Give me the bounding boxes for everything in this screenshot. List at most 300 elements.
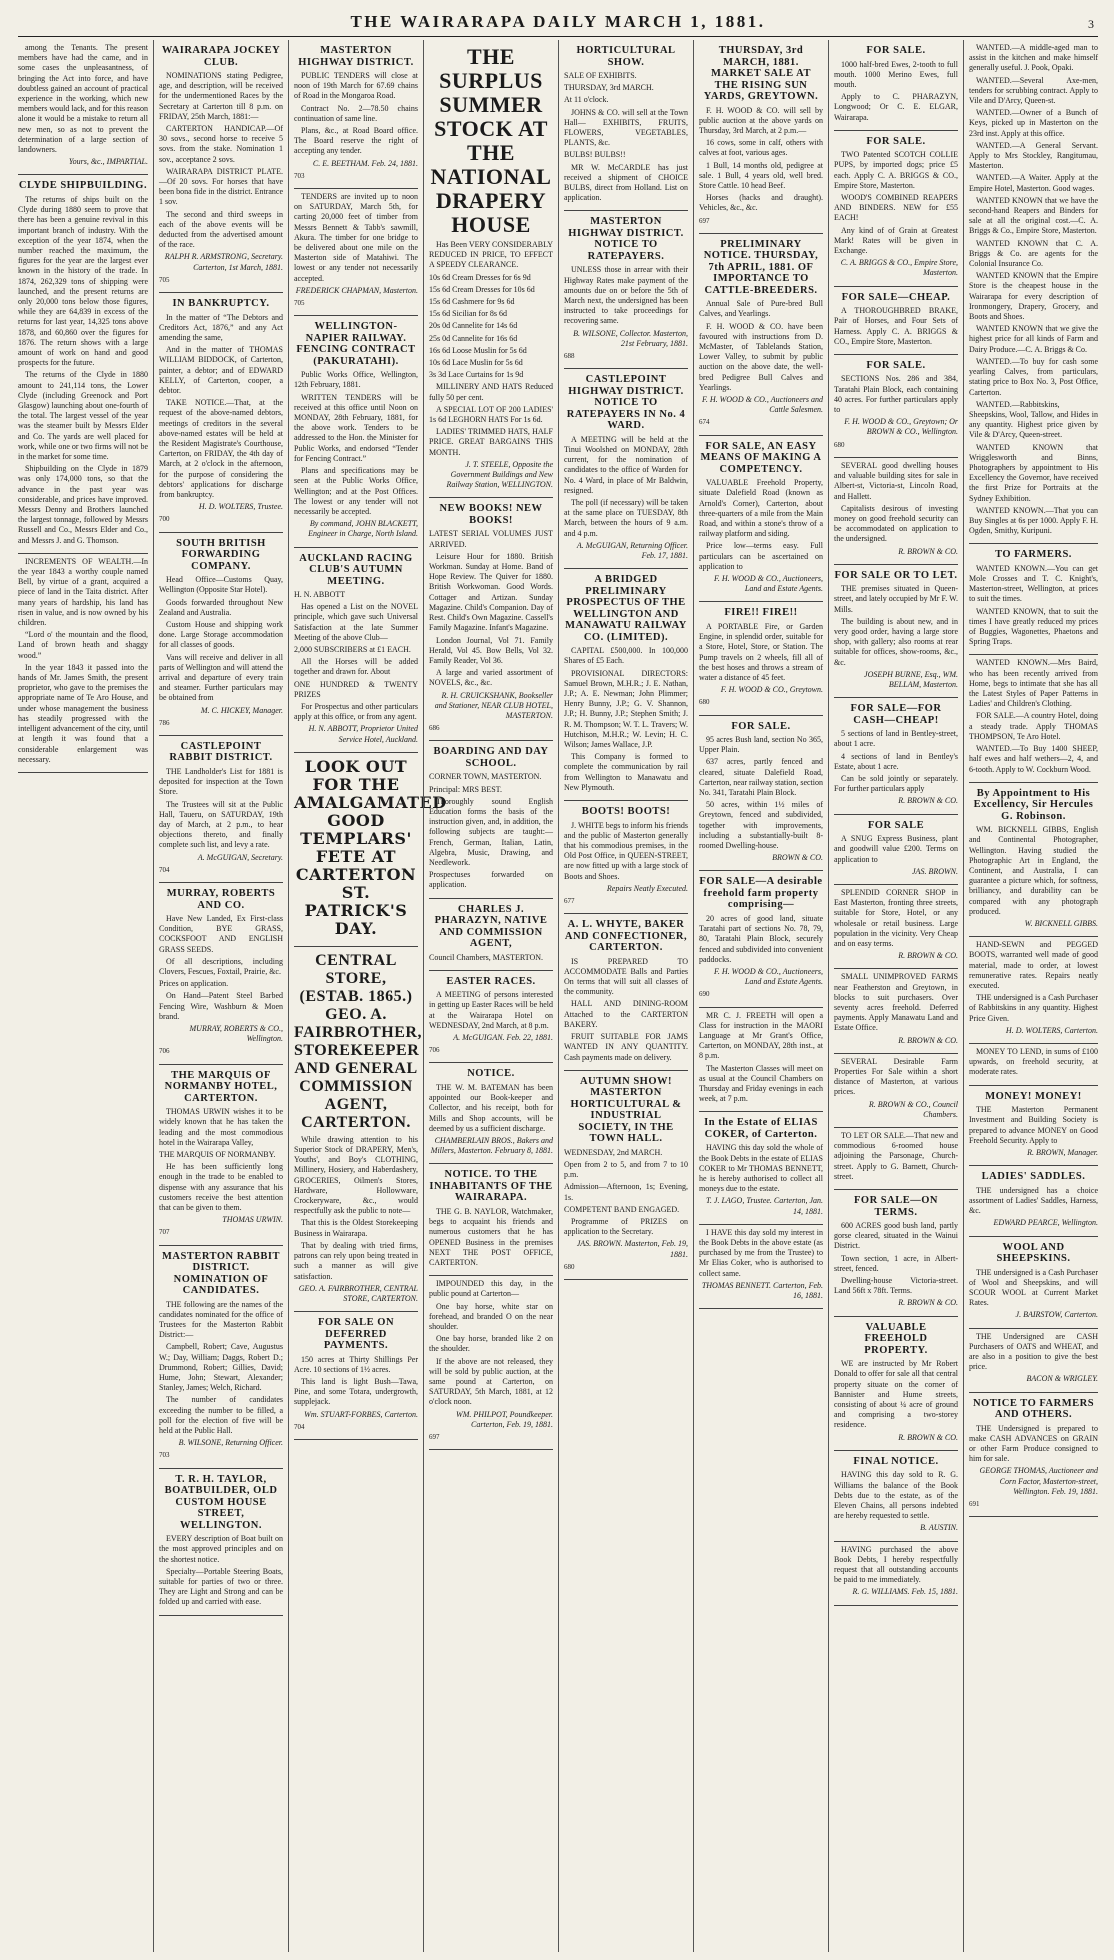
ad-heading: FOR SALE. xyxy=(866,359,926,371)
ad-text: Open from 2 to 5, and from 7 to 10 p.m. xyxy=(564,1159,688,1180)
ad-text: One bay horse, branded like 2 on the shoulder. xyxy=(429,1334,553,1354)
ad-heading: A BRIDGED PRELIMINARY PROSPECTUS OF THE WELLINGTON AND MANAWATU RAILWAY CO. (LIMITED). xyxy=(565,574,687,643)
ad-signature: R. BROWN & CO. xyxy=(898,796,958,806)
ad-text: 3s 3d Lace Curtains for 1s 9d xyxy=(429,370,524,380)
advertisement xyxy=(834,1128,958,1190)
ad-text: 2,000 SUBSCRIBERS at £1 EACH. xyxy=(294,645,411,655)
ad-text: F. H. WOOD & CO. have been favoured with instructions from D. McMaster, of Tablelands Station, Lower Valley, to submit by public auction on the above date, the well-bred Pedigree Bull Calves and Yearlings. xyxy=(699,321,823,392)
ad-text: THE undersigned is a Cash Purchaser of Rabbitskins in any quantity. Highest Price Given. xyxy=(969,993,1098,1023)
advertisement xyxy=(834,969,958,1053)
ad-text: H. N. ABBOTT xyxy=(294,590,346,600)
ad-heading: FOR SALE. xyxy=(866,45,926,56)
ad-text: A MEETING of persons interested in getting up Easter Races will be held at the Wairarapa Hotel on WEDNESDAY, 2nd March, at 8 p.m. xyxy=(429,990,553,1030)
ad-text: TO LET OR SALE.—That new and commodious 6-roomed house adjoining the Parsonage, Church-street. Apply to G. Barnett, Church-street. xyxy=(834,1131,958,1181)
ad-text: TAKE NOTICE.—That, at the request of the above-named debtors, meetings of creditors in the several above-named estates will be held at the Resident Magistrate's Courthouse, Carterton, on FRIDAY, the 4th day of March, at 2 o'clock in the afternoon, for the purpose of considering the debtors' applications for discharge from bankruptcy. xyxy=(159,398,283,500)
ad-number: 697 xyxy=(699,216,710,225)
column-2 xyxy=(153,40,288,1952)
ad-heading: LOOK OUT FOR THE AMALGAMATED GOOD TEMPLARS' FETE AT CARTERTON ST. PATRICK'S DAY. xyxy=(294,756,447,938)
advertisement xyxy=(429,899,553,971)
ad-text: ONE HUNDRED & TWENTY PRIZES xyxy=(294,679,418,699)
ad-number: 703 xyxy=(294,171,305,180)
ad-text: SALE OF EXHIBITS. xyxy=(564,71,637,80)
ad-text: 20s 0d Cannelite for 14s 6d xyxy=(429,321,518,331)
ad-text: NOMINATIONS stating Pedigree, age, and description, will be received for the undermentioned Races by the Secretary at Carterton till 8 p.m. on FRIDAY, 25th March, 1881:— xyxy=(159,71,283,121)
ad-heading: FOR SALE xyxy=(867,819,925,831)
ad-number: 704 xyxy=(294,1422,305,1431)
ad-signature: T. J. LAGO, Trustee. Carterton, Jan. 14, 1881. xyxy=(706,1196,823,1216)
ad-text: WANTED.—To buy for cash some yearling Calves, from particulars, stating price to Box No. 3, Post Office, Carterton. xyxy=(969,356,1098,397)
ad-number: 680 xyxy=(699,698,710,707)
advertisement xyxy=(699,602,823,715)
ad-text: WANTED KNOWN that C. A. Briggs & Co. are agents for the Colonial Insurance Co. xyxy=(969,238,1098,269)
ad-text: THOMAS URWIN wishes it to be widely known that he has taken the leading and the most commodious hotel in the Wairarapa Valley, xyxy=(159,1107,283,1147)
ad-heading: In the Estate of ELIAS COKER, of Carterton. xyxy=(704,1117,818,1140)
ad-text: This Company is formed to complete the communication by rail from Wellington to Manawatu and New Plymouth. xyxy=(564,752,688,792)
ad-text: And in the matter of THOMAS WILLIAM BIDDOCK, of Carterton, painter, a debtor; and of EDWARD KELLY, of Carterton, cooper, a debtor. xyxy=(159,345,283,395)
ad-text: Any kind of of Grain at Greatest Mark! Rates will be given in Exchange. xyxy=(834,225,958,256)
ad-text: SEVERAL Desirable Farm Properties For Sale within a short distance of Masterton, at various prices. xyxy=(834,1056,958,1097)
ad-heading: FOR SALE ON DEFERRED PAYMENTS. xyxy=(317,1317,395,1352)
ad-text: WANTED KNOWN.—You can get Mole Crosses and T. C. Knight's, Masterton-street, Wellington, at prices to suit the times. xyxy=(969,563,1098,604)
ad-text: UNLESS those in arrear with their Highway Rates make payment of the amounts due on or before the 5th of March next, the undersigned has been instructed to take proceedings for recovering same. xyxy=(564,265,688,326)
ad-text: A SPECIAL LOT OF 200 LADIES' 1s 6d LEGHORN HATS For 1s 6d. xyxy=(429,404,553,425)
advertisement xyxy=(294,548,418,753)
ad-text: WANTED KNOWN, that to suit the times I have greatly reduced my prices of Buggies, Wagonettes, Phaetons and Spring Traps. xyxy=(969,606,1098,647)
ad-text: WANTED.—Several Axe-men, tenders for scrubbing contract. Apply to Vile and D'Arcy, Queen-st. xyxy=(969,75,1098,106)
ad-signature: R. BROWN & CO., Council Chambers. xyxy=(868,1099,958,1119)
ad-signature: M. C. HICKEY, Manager. xyxy=(200,705,283,715)
advertisement xyxy=(969,1237,1098,1329)
ad-text: Dwelling-house Victoria-street. Land 56ft x 78ft. Terms. xyxy=(834,1276,958,1296)
ad-text: PUBLIC TENDERS will close at noon of 19th March for 67.69 chains of Road in the Mongaroa Road. xyxy=(294,71,418,101)
advertisement xyxy=(564,914,688,1071)
ad-signature: THOMAS URWIN. xyxy=(222,1215,283,1225)
ad-text: FRUIT SUITABLE FOR JAMS WANTED IN ANY QUANTITY. Cash payments made on delivery. xyxy=(564,1032,688,1062)
ad-text: Custom House and shipping work done. Large Storage accommodation for all classes of goods. xyxy=(159,619,283,650)
ad-signature: F. H. WOOD & CO., Auctioneers, Land and Estate Agents. xyxy=(713,966,823,987)
ad-heading: NOTICE TO FARMERS AND OTHERS. xyxy=(972,1397,1095,1421)
ad-signature: H. D. WOLTERS, Carterton. xyxy=(1005,1025,1098,1035)
ad-text: Leisure Hour for 1880. British Workman. Sunday at Home. Band of Hope Review. The Quiver for 1880. British Workwoman. Good Words. Cottager and Artizan. Sunday Magazine. Child's Companion. Day of Rest. Child's Own Magazine. Cassell's Family Magazine. Infant's Magazine. xyxy=(429,551,553,633)
ad-heading: FOR SALE. xyxy=(866,135,926,147)
ad-number: 706 xyxy=(429,1046,440,1055)
advertisement xyxy=(969,1393,1098,1518)
ad-text: THE Undersigned is prepared to make CASH ADVANCES on GRAIN or other Farm Produce consigned to him for sale. xyxy=(969,1423,1098,1464)
ad-text: 15s 6d Sicilian for 8s 6d xyxy=(429,309,507,319)
advertisement xyxy=(699,871,823,1007)
advertisement xyxy=(969,544,1098,655)
ad-text: Campbell, Robert; Cave, Augustus W.; Day, William; Daggs, Robert D.; Drummond, Robert; Gillies, David; Hume, John; Stewart, Alexander; Stanley, James; Welch, Richard. xyxy=(159,1342,283,1393)
ad-signature: BACON & WRIGLEY. xyxy=(1026,1374,1098,1384)
ad-heading: FOR SALE—A desirable freehold farm property comprising— xyxy=(699,876,823,911)
ad-text: “Lord o' the mountain and the flood, Land of brown heath and shaggy wood.” xyxy=(18,630,148,660)
ad-heading: CLYDE SHIPBUILDING. xyxy=(18,180,148,192)
ad-signature: THOMAS BENNETT. Carterton, Feb. 16, 1881. xyxy=(701,1280,823,1301)
advertisement xyxy=(834,1190,958,1317)
ad-text: FOR SALE.—A country Hotel, doing a steady trade. Apply THOMAS THOMPSON, Te Aro Hotel. xyxy=(969,711,1098,741)
ad-number: 680 xyxy=(564,1262,575,1271)
ad-text: Horses (hacks and draught). Vehicles, &c., &c. xyxy=(699,193,823,213)
ad-text: MR W. McCARDLE has just received a shipment of CHOICE BULBS, direct from Holland. List on application. xyxy=(564,162,688,203)
ad-text: Specialty—Portable Steering Boats, suitable for parties of two or three. They are Light and Strong and can be folded up and carried with ease. xyxy=(159,1566,283,1607)
ad-heading: BOARDING AND DAY SCHOOL. xyxy=(433,746,549,769)
ad-text: LADIES' TRIMMED HATS, HALF PRICE. GREAT BARGAINS THIS MONTH. xyxy=(429,427,553,457)
ad-heading: AUCKLAND RACING CLUB'S AUTUMN MEETING. xyxy=(299,552,413,587)
ad-heading: By Appointment to His Excellency, Sir Hercules G. Robinson. xyxy=(973,787,1094,822)
advertisement xyxy=(429,1164,553,1276)
ad-heading: THE MARQUIS OF NORMANBY HOTEL, CARTERTON. xyxy=(164,1069,278,1104)
ad-heading: NOTICE. TO THE INHABITANTS OF THE WAIRARAPA. xyxy=(429,1169,553,1204)
ad-heading: NOTICE. xyxy=(467,1068,515,1080)
ad-number: 688 xyxy=(564,352,575,361)
ad-heading: MASTERTON HIGHWAY DISTRICT. NOTICE TO RATEPAYERS. xyxy=(568,216,684,262)
ad-signature: JAS. BROWN. Masterton, Feb. 19, 1881. xyxy=(576,1239,688,1259)
advertisement xyxy=(834,1542,958,1606)
ad-signature: C. E. BEETHAM. Feb. 24, 1881. xyxy=(312,158,418,168)
ad-text: A THOROUGHBRED BRAKE, Pair of Horses, and Four Sets of Harness. Apply C. A. BRIGGS & CO., Empire Store, Masterton. xyxy=(834,306,958,346)
ad-heading: THURSDAY, 3rd MARCH, 1881. MARKET SALE AT THE RISING SUN YARDS, GREYTOWN. xyxy=(703,45,819,102)
ad-text: One bay horse, white star on forehead, and branded O on the near shoulder. xyxy=(429,1301,553,1331)
ad-heading: FOR SALE—FOR CASH—CHEAP! xyxy=(850,703,942,726)
advertisement xyxy=(564,40,688,211)
ad-text: Prices on application. xyxy=(159,979,229,989)
ad-text: WRITTEN TENDERS will be received at this office until Noon on MONDAY, 28th February, 1881, for the above work. Tenders to be addressed to the Hon. the Minister for Public Works, and endorsed “Tender for Fencing Contract.” xyxy=(294,392,418,463)
ad-text: THE following are the names of the candidates nominated for the office of Trustees for the Masterton Rabbit District:— xyxy=(159,1299,283,1340)
ad-text: Public Works Office, Wellington, 12th February, 1881. xyxy=(294,370,418,390)
ad-heading: CASTLEPOINT HIGHWAY DISTRICT. NOTICE TO RATEPAYERS IN No. 4 WARD. xyxy=(566,374,686,432)
ad-heading: PRELIMINARY NOTICE. THURSDAY, 7th APRIL, 1881. OF IMPORTANCE TO CATTLE-BREEDERS. xyxy=(703,238,819,296)
ad-text: WANTED.—A middle-aged man to assist in the kitchen and make himself generally useful. J. Pook, Opaki. xyxy=(969,43,1098,73)
ad-text: WE are instructed by Mr Robert Donald to offer for sale all that central property situate on the corner of Bannister and Hume streets, consisting of about ¼ acre of ground and comprising a two-storey residence. xyxy=(834,1359,958,1430)
ad-signature: R. BROWN & CO. xyxy=(898,1298,958,1308)
ad-text: If the above are not released, they will be sold by public auction, at the same pound at Carterton, on SATURDAY, 5th March, 1881, at 12 o'clock noon. xyxy=(429,1356,553,1407)
ad-text: WANTED.—Owner of a Bunch of Keys, picked up in Masterton on the 23rd inst. Apply at this office. xyxy=(969,108,1098,138)
ad-text: 95 acres Bush land, section No 365, Upper Plain. xyxy=(699,735,823,755)
ad-text: PROVISIONAL DIRECTORS: Samuel Brown, M.H.R.; J. E. Nathan, J.P.; A. E. Newman; John Plimmer; Henry Bunny, J.P.; G. V. Shannon, J.P.; H. Bunny, J.P.; Stephen Smith; J. R. M. Thompson; W. T. L. Travers; W. Hutchison, M.H.R.; W. Levin; H. C. Wilson; James Wallace, J.P. xyxy=(564,668,688,750)
ad-text: 150 acres at Thirty Shillings Per Acre. 10 sections of 1½ acres. xyxy=(294,1354,418,1374)
ad-text: WANTED KNOWN.—Mrs Baird, who has been recently arrived from Home, begs to intimate that she has all the Latest Styles of Paper Patterns in Ladies' and Children's Clothing. xyxy=(969,658,1098,709)
ad-text: WANTED.—Rabbitskins, Sheepskins, Wool, Tallow, and Hides in any quantity. Highest price given by Vile & D'Arcy, Queen-street. xyxy=(969,399,1098,440)
ad-signature: J. T. STEELE, Opposite the Government Buildings and New Railway Station, WELLINGTON. xyxy=(446,459,553,490)
ad-text: THE MARQUIS OF NORMANBY. xyxy=(159,1149,276,1159)
advertisement xyxy=(564,801,688,914)
advertisement xyxy=(834,1054,958,1128)
ad-signature: By command, JOHN BLACKETT, Engineer in Charge, North Island. xyxy=(308,519,418,539)
ad-text: WOOD'S COMBINED REAPERS AND BINDERS. NEW for £55 EACH! xyxy=(834,193,958,223)
column-5 xyxy=(558,40,693,1952)
ad-number: 700 xyxy=(159,515,170,524)
ad-heading: MURRAY, ROBERTS AND CO. xyxy=(166,888,276,911)
ad-heading: MASTERTON RABBIT DISTRICT. NOMINATION OF CANDIDATES. xyxy=(161,1250,280,1297)
ad-text: THE premises situated in Queen-street, and lately occupied by Mr F. W. Mills. xyxy=(834,584,958,614)
ad-signature: J. BAIRSTOW, Carterton. xyxy=(1015,1310,1098,1320)
ad-heading: CENTRAL STORE, (ESTAB. 1865.) GEO. A. FAIRBROTHER, STOREKEEPER AND GENERAL COMMISSION AGENT, CARTERTON. xyxy=(294,951,422,1131)
advertisement xyxy=(699,436,823,603)
ad-heading: FINAL NOTICE. xyxy=(853,1455,939,1467)
ad-signature: JAS. BROWN. xyxy=(912,866,958,876)
advertisement xyxy=(429,741,553,898)
ad-heading: T. R. H. TAYLOR, BOATBUILDER, OLD CUSTOM HOUSE STREET, WELLINGTON. xyxy=(164,1473,278,1531)
ad-signature: H. D. WOLTERS, Trustee. xyxy=(198,502,283,512)
ad-signature: BROWN & CO. xyxy=(772,853,823,863)
ad-text: MONEY TO LEND, in sums of £100 upwards, on freehold security, at moderate rates. xyxy=(969,1047,1098,1077)
ad-signature: WM. PHILPOT, Poundkeeper. Carterton, Feb. 19, 1881. xyxy=(456,1409,553,1429)
ad-text: Plans, &c., at Road Board office. The Board reserve the right of accepting any tender. xyxy=(294,126,418,156)
ad-text: THE undersigned has a choice assortment of Ladies' Saddles, Harness, &c. xyxy=(969,1185,1098,1216)
column-1 xyxy=(18,40,153,1952)
advertisement xyxy=(159,1065,283,1246)
ad-text: Principal: MRS BEST. xyxy=(429,784,502,794)
ad-text: HAND-SEWN and PEGGED BOOTS, warranted well made of good material, made to order, at lowest remunerative rates. Repairs neatly executed. xyxy=(969,940,1098,991)
advertisement xyxy=(294,40,418,189)
ad-signature: C. A. BRIGGS & CO., Empire Store, Masterton. xyxy=(840,258,958,278)
ad-number: 705 xyxy=(294,299,305,308)
advertisement xyxy=(699,234,823,436)
ad-text: On Hand—Patent Steel Barbed Fencing Wire, Washburn & Moen brand. xyxy=(159,991,283,1021)
advertisement xyxy=(699,40,823,234)
ad-text: London Journal, Vol 71. Family Herald, Vol 45. Bow Bells, Vol 32. Family Reader, Vol 36. xyxy=(429,635,553,665)
ad-text: The Trustees will sit at the Public Hall, Taueru, on SATURDAY, 19th day of March, at 2 p.m., to hear objections thereto, and finally complete such list, and levy a rate. xyxy=(159,799,283,850)
ad-text: Can be sold jointly or separately. For further particulars apply xyxy=(834,774,958,794)
ad-text: VALUABLE Freehold Property, situate Dalefield Road (known as Arnold's Corner), Carterton, about three-quarters of a mile from the Main Road, and within a stone's throw of a railway platform and siding. xyxy=(699,478,823,539)
advertisement xyxy=(969,655,1098,782)
ad-number: 704 xyxy=(159,865,170,874)
ad-text: COMPETENT BAND ENGAGED. xyxy=(564,1204,680,1214)
ad-number: 680 xyxy=(834,440,845,449)
advertisement xyxy=(969,937,1098,1044)
ad-text: WANTED KNOWN that we give the highest price for all kinds of Farm and Dairy Produce.—C. A. Briggs & Co. xyxy=(969,324,1098,354)
advertisement xyxy=(834,815,958,885)
advertisement xyxy=(834,131,958,287)
ad-text: IMPOUNDED this day, in the public pound at Carterton— xyxy=(429,1279,553,1299)
ad-number: 677 xyxy=(564,896,575,905)
ad-text: While drawing attention to his Superior Stock of DRAPERY, Men's, Youths', and Boy's CLOTHING, Millinery, Hosiery, and Haberdashery, GROCERIES, Oilmen's Stores, Hardware, Hollowware, Crockeryware, &c., would respectfully ask the public to note— xyxy=(294,1134,418,1216)
ad-signature: B. WILSONE, Collector. Masterton, 21st February, 1881. xyxy=(573,328,688,348)
ad-signature: F. H. WOOD & CO., Greytown; Or BROWN & CO., Wellington. xyxy=(844,417,958,437)
ad-signature: R. H. CRUICKSHANK, Bookseller and Stationer, NEAR CLUB HOTEL, MASTERTON. xyxy=(434,690,553,720)
ad-text: 4 sections of land in Bentley's Estate, about 1 acre. xyxy=(834,751,958,771)
ad-number: 690 xyxy=(699,990,710,999)
ad-text: WEDNESDAY, 2nd MARCH. xyxy=(564,1147,663,1157)
advertisement xyxy=(294,753,447,947)
advertisement xyxy=(969,783,1098,938)
ad-text: WAIRARAPA DISTRICT PLATE.—Of 20 sovs. For horses that have been bona fide in the district. Entrance 1 sov. xyxy=(159,166,283,207)
advertisement xyxy=(18,40,148,175)
ad-number: 691 xyxy=(969,1499,980,1508)
ad-text: Have New Landed, Ex First-class Condition, BYE GRASS, COCKSFOOT AND ENGLISH GRASS SEEDS. xyxy=(159,914,283,954)
ad-text: THURSDAY, 3rd MARCH. xyxy=(564,83,654,93)
advertisement xyxy=(969,1329,1098,1393)
advertisement xyxy=(18,175,148,553)
ad-text: J. WHITE begs to inform his friends and the public of Masterton generally that his commodious premises, in the Old Post Office, in QUEEN-STREET, are now fitted up with a large stock of Boots and Shoes. xyxy=(564,820,688,881)
ad-text: WANTED KNOWN that the Empire Store is the cheapest house in the Wairarapa for every description of Ironmongery, Drapery, Grocery, and Boots and Shoes. xyxy=(969,271,1098,322)
advertisement xyxy=(294,316,418,547)
advertisement xyxy=(699,1008,823,1113)
ad-heading: CHARLES J. PHARAZYN, NATIVE AND COMMISSION AGENT, xyxy=(434,903,548,950)
ad-text: Annual Sale of Pure-bred Bull Calves, and Yearlings. xyxy=(699,299,823,319)
advertisement xyxy=(18,554,148,773)
ad-text: A MEETING will be held at the Tinui Woolshed on MONDAY, 28th current, for the nomination of candidates to the office of Warden for No. 4 Ward, in place of Mr Baldwin, resigned. xyxy=(564,434,688,495)
ad-heading: THE SURPLUS SUMMER STOCK AT THE NATIONAL DRAPERY HOUSE xyxy=(430,44,552,237)
ad-signature: A. McGUIGAN, Returning Officer. Feb. 17, 1881. xyxy=(576,540,688,560)
advertisement xyxy=(834,885,958,969)
ad-signature: FREDERICK CHAPMAN, Masterton. xyxy=(295,285,418,295)
ad-heading: IN BANKRUPTCY. xyxy=(172,298,270,310)
ad-text: IS PREPARED TO ACCOMMODATE Balls and Parties On terms that will suit all classes of the community. xyxy=(564,956,688,997)
ad-signature: Yours, &c., IMPARTIAL. xyxy=(68,157,148,167)
ad-text: HAVING this day sold to R. G. Williams the balance of the Book Debts due to the estate, as of the Eleven Chains, all persons indebted are hereby requested to settle. xyxy=(834,1470,958,1521)
advertisement xyxy=(834,355,958,458)
ad-heading: WAIRARAPA JOCKEY CLUB. xyxy=(161,45,281,68)
ad-text: 10s 6d Lace Muslin for 5s 6d xyxy=(429,358,523,368)
advertisement xyxy=(834,458,958,565)
ad-heading: MASTERTON HIGHWAY DISTRICT. xyxy=(298,45,414,68)
ad-heading: FOR SALE—CHEAP. xyxy=(841,291,951,303)
ad-signature: A. McGUIGAN. Feb. 22, 1881. xyxy=(453,1033,553,1043)
ad-text: Head Office—Customs Quay, Wellington (Opposite Star Hotel). xyxy=(159,575,283,595)
ad-heading: HORTICULTURAL SHOW. xyxy=(576,45,676,68)
ad-text: 16s 6d Loose Muslin for 5s 6d xyxy=(429,345,527,355)
ad-text: WANTED.—To Buy 1400 SHEEP, half ewes and half wethers—2, 4, and 6-tooth. Apply to W. Cockburn Wood. xyxy=(969,744,1098,774)
ad-text: EVERY description of Boat built on the most approved principles and on the shortest notice. xyxy=(159,1534,283,1564)
ad-signature: Wm. STUART-FORBES, Carterton. xyxy=(304,1409,418,1419)
ad-text: Has opened a List on the NOVEL principle, which gave such Universal Satisfaction at the late Summer Meeting of the above Club— xyxy=(294,602,418,642)
ad-number: 703 xyxy=(159,1451,170,1460)
ad-signature: GEORGE THOMAS, Auctioneer and Corn Factor, Masterton-street, Wellington. Feb. 19, 1881. xyxy=(979,1466,1098,1496)
advertisement xyxy=(159,736,283,883)
advertisement xyxy=(294,1312,418,1440)
ad-text: CARTERTON HANDICAP.—Of 30 sovs., second horse to receive 5 sovs. from the stake. Nomination 1 sov., acceptance 2 sovs. xyxy=(159,124,283,164)
ad-text: Plans and specifications may be seen at the Public Works Office, Wellington; and at the Post Offices. The lowest or any tender will not necessarily be accepted. xyxy=(294,466,418,516)
advertisement xyxy=(429,40,553,498)
ad-text: THE Undersigned are CASH Purchasers of OATS and WHEAT, and are also in a position to give the best price. xyxy=(969,1331,1098,1372)
ad-number: 706 xyxy=(159,1047,170,1056)
ad-text: HALL AND DINING-ROOM Attached to the CARTERTON BAKERY. xyxy=(564,999,688,1029)
ad-signature: R. BROWN & CO. xyxy=(898,951,958,961)
ad-text: 20 acres of good land, situate Taratahi part of sections No. 78, 79, 80, Taratahi Plain Block, securely fenced and subdivided into convenient paddocks. xyxy=(699,913,823,964)
ad-number: 686 xyxy=(429,724,440,733)
advertisement xyxy=(969,40,1098,544)
ad-text: Has Been VERY CONSIDERABLY REDUCED IN PRICE, TO EFFECT A SPEEDY CLEARANCE. xyxy=(429,240,553,270)
ad-text: 15s 6d Cream Dresses for 10s 6d xyxy=(429,284,535,294)
ad-text: THE G. B. NAYLOR, Watchmaker, begs to acquaint his friends and numerous customers that he has OPENED Business in the premises NEXT THE POST OFFICE, CARTERTON. xyxy=(429,1206,553,1267)
ad-text: Prospectuses forwarded on application. xyxy=(429,870,553,890)
ad-heading: BOOTS! BOOTS! xyxy=(581,806,671,818)
ad-heading: WOOL AND SHEEPSKINS. xyxy=(996,1241,1071,1264)
ad-text: A SNUG Express Business, plant and goodwill value £200. Terms on application to xyxy=(834,834,958,864)
ad-signature: R. BROWN & CO. xyxy=(898,546,958,556)
ad-heading: FOR SALE OR TO LET. xyxy=(834,569,958,581)
ad-text: The poll (if necessary) will be taken at the same place on TUESDAY, 8th March, between the hours of 9 a.m. and 4 p.m. xyxy=(564,497,688,538)
advertisement xyxy=(159,533,283,736)
advertisement xyxy=(834,40,958,131)
column-7 xyxy=(828,40,963,1952)
ad-signature: B. AUSTIN. xyxy=(920,1523,958,1533)
advertisement xyxy=(159,40,283,293)
advertisement xyxy=(159,1469,283,1616)
ad-text: 50 acres, within 1½ miles of Greytown, fenced and subdivided, together with improvements, including a substantially-built 8-roomed Dwelling-house. xyxy=(699,800,823,851)
ad-signature: CHAMBERLAIN BROS., Bakers and Millers, Masterton. February 8, 1881. xyxy=(430,1136,553,1156)
ad-text: WANTED KNOWN that we have the second-hand Reapers and Binders for sale at all the original cost.—C. A. Briggs & Co., Empire Store, Masterton. xyxy=(969,195,1098,236)
ad-text: CAPITAL £500,000. In 100,000 Shares of £5 Each. xyxy=(564,646,688,666)
ad-heading: A. L. WHYTE, BAKER AND CONFECTIONER, CARTERTON. xyxy=(564,919,688,954)
advertisement xyxy=(834,1317,958,1451)
ad-text: Thoroughly sound English Education forms the basis of the instruction given, and, in addition, the following subjects are taught:— French, German, Italian, Latin, Algebra, Music, Drawing, and Needlework. xyxy=(429,796,553,867)
ad-text: MILLINERY AND HATS Reduced fully 50 per cent. xyxy=(429,382,553,402)
ad-text: 637 acres, partly fenced and cleared, situate Dalefield Road, Carterton, near railway station, section No. 341, Taratahi Plain Block. xyxy=(699,757,823,798)
ad-text: BULBS! BULBS!! xyxy=(564,150,626,160)
ad-text: A PORTABLE Fire, or Garden Engine, in splendid order, suitable for a Store, Hotel, Store, or Station. The Pump travels on 2 wheels, fill all of the best hoses and throws a stream of water a distance of 45 feet. xyxy=(699,621,823,682)
ad-signature: A. McGUIGAN, Secretary. xyxy=(197,852,283,862)
ad-heading: FOR SALE. xyxy=(731,720,791,732)
ad-signature: R. BROWN & CO. xyxy=(898,1432,958,1442)
ad-heading: FOR SALE—ON TERMS. xyxy=(854,1195,938,1218)
advertisement xyxy=(699,716,823,872)
advertisement xyxy=(834,565,958,699)
ad-number: 707 xyxy=(159,1228,170,1237)
advertisement xyxy=(429,498,553,741)
ad-text: Price low—terms easy. Full particulars can be ascertained on application to xyxy=(699,541,823,571)
ad-text: among the Tenants. The present members have had the came, and in some cases the unpleasantness, of bringing the Act into force, and have doubtless gained an account of practical experience in the working, which new members would lack, and for this reason alone it would be a mistake to return all new men, so as not to prevent the determination of a large section of landowners. xyxy=(18,43,148,155)
ad-text: In the year 1843 it passed into the hands of Mr. James Smith, the present proprietor, who gave to the premises the appropriate name of Te Aro House, and under whose management the business has steadily progressed with the intelligent advancement of the city, until at length it was found that a considerable enlargement was necessary. xyxy=(18,662,148,764)
masthead xyxy=(18,8,1098,37)
ad-text: A large and varied assortment of NOVELS, &c., &c. xyxy=(429,668,553,688)
advertisement xyxy=(699,1112,823,1224)
ad-text: The second and third sweeps in each of the above events will be deducted from the advertised amount of the race. xyxy=(159,209,283,250)
ad-text: Town section, 1 acre, in Albert-street, fenced. xyxy=(834,1253,958,1273)
ad-text: Capitalists desirous of investing money on good freehold security can be accommodated on application to the undersigned. xyxy=(834,503,958,544)
ad-text: The building is about new, and in very good order, having a large store shop, with gallery; also rooms at rear suitable for offices, show-rooms, &c., &c. xyxy=(834,616,958,667)
ad-text: HAVING purchased the above Book Debts, I hereby respectfully request that all outstanding accounts be paid to me immediately. xyxy=(834,1544,958,1585)
advertisement xyxy=(699,1225,823,1309)
ad-text: 1000 half-bred Ewes, 2-tooth to full mouth. 1000 Merino Ewes, full mouth. xyxy=(834,59,958,89)
advertisement xyxy=(564,211,688,369)
ad-signature: F. H. WOOD & CO., Auctioneers and Cattle Salesmen. xyxy=(701,395,823,415)
column-container xyxy=(18,40,1098,1952)
ad-heading: VALUABLE FREEHOLD PROPERTY. xyxy=(864,1321,928,1356)
ad-text: CORNER TOWN, MASTERTON. xyxy=(429,772,542,782)
ad-text: That this is the Oldest Storekeeping Business in Wairarapa. xyxy=(294,1218,418,1238)
ad-text: 5 sections of land in Bentley-street, about 1 acre. xyxy=(834,729,958,749)
page-number: 3 xyxy=(1088,17,1094,31)
ad-heading: CASTLEPOINT RABBIT DISTRICT. xyxy=(169,740,273,764)
advertisement xyxy=(969,1166,1098,1236)
ad-signature: H. N. ABBOTT, Proprietor United Service Hotel, Auckland. xyxy=(308,724,418,744)
advertisement xyxy=(834,287,958,355)
ad-text: He has been sufficiently long enough in the trade to be enabled to dispense with any assurance that his customers receive the best attention that can be given to them. xyxy=(159,1162,283,1212)
ad-text: SECTIONS Nos. 286 and 384, Taratahi Plain Block, each containing 40 acres. For further particulars apply to xyxy=(834,374,958,415)
ad-text: THE undersigned is a Cash Purchaser of Wool and Sheepskins, and will SCOUR WOOL at Current Market Rates. xyxy=(969,1267,1098,1308)
ad-text: F. H. WOOD & CO. will sell by public auction at the above yards on Thursday, 3rd March, at 2 p.m.— xyxy=(699,105,823,135)
advertisement xyxy=(159,1246,283,1469)
ad-text: The returns of the Clyde in 1880 amount to 241,114 tons, the Lower Clyde (including Greenock and Port Glasgow) launching about one-fourth of the total. The largest vessel of the year was the steamer built by Messrs Elder and Co. The yards are well placed for work, while one or two firms will not be in the market for some time. xyxy=(18,370,148,462)
ad-text: JOHNS & CO. will sell at the Town Hall— EXHIBITS, FRUITS, FLOWERS, VEGETABLES, PLANTS, &c. xyxy=(564,107,688,148)
ad-text: Shipbuilding on the Clyde in 1879 was only 174,000 tons, so that the advance in the past year was considerable, and prices have improved. Messrs Denny and Brothers launched the largest tonnage, followed by Messrs Russell and Co., Messrs Elder and Co., and Messrs J. and G. Thomson. xyxy=(18,464,148,545)
ad-text: The Masterton Classes will meet on as usual at the Council Chambers on Thursday and Friday evenings in each week, at 7 p.m. xyxy=(699,1063,823,1104)
ad-text: THE Landholder's List for 1881 is deposited for inspection at the Town Store. xyxy=(159,766,283,797)
ad-text: In the matter of “The Debtors and Creditors Act, 1876,” and any Act amending the same, xyxy=(159,312,283,342)
ad-text: I HAVE this day sold my interest in the Book Debts in the above estate (as purchased by me from the Trustee) to Mr Elias Coker, who is authorised to collect same. xyxy=(699,1227,823,1278)
ad-signature: MURRAY, ROBERTS & CO., Wellington. xyxy=(189,1024,283,1044)
column-4 xyxy=(423,40,558,1952)
ad-signature: GEO. A. FAIRBROTHER, CENTRAL STORE, CARTERTON. xyxy=(298,1283,418,1303)
ad-text: THE W. M. BATEMAN has been appointed our Book-keeper and Collector, and his receipt, both for Mills and Shop accounts, will be deemed by us a sufficient discharge. xyxy=(429,1082,553,1133)
ad-text: INCREMENTS OF WEALTH.—In the year 1843 a worthy couple named Bell, by virtue of a grant, acquired a piece of land in the Taita district. After many years of hardship, his land has risen in value, and is now owned by his children. xyxy=(18,556,148,628)
ad-signature: JOSEPH BURNE, Esq., WM. BELLAM, Masterton. xyxy=(864,669,958,690)
ad-text: Apply to C. PHARAZYN, Longwood; Or C. E. ELGAR, Wairarapa. xyxy=(834,92,958,122)
ad-heading: MONEY! MONEY! xyxy=(985,1090,1082,1102)
column-8 xyxy=(963,40,1098,1952)
